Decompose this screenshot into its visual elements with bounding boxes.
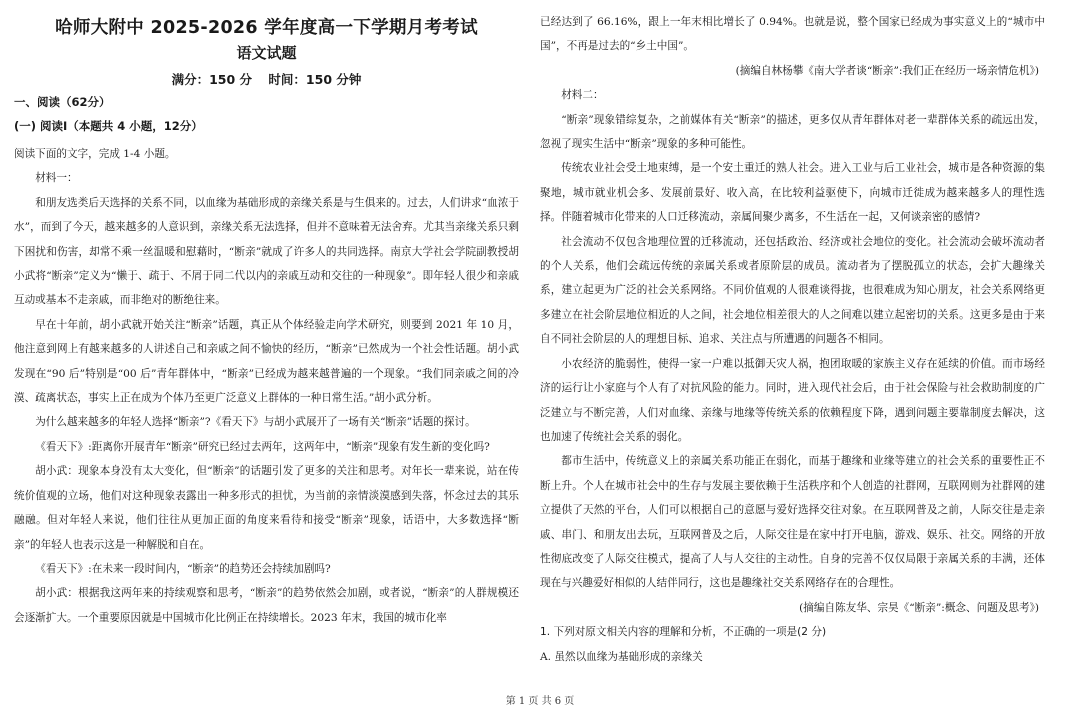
left-paragraph: 胡小武：根据我这两年来的持续观察和思考，“断亲”的趋势依然会加剧，或者说，“断亲”的人群规模还会逐渐扩大。一个重要原因就是中国城市化比例正在持续增长。2023 年末，我国的城市化率: [14, 587, 519, 624]
material2-label: 材料二：: [561, 89, 604, 102]
left-paragraph: 为什么越来越多的年轻人选择“断亲”?《看天下》与胡小武展开了一场有关“断亲”话题的探讨。: [35, 416, 476, 429]
continued-paragraph: 已经达到了 66.16%，跟上一年末相比增长了 0.94%。也就是说，整个国家已经成为事实意义上的“城市中国”，不再是过去的“乡土中国”。: [540, 16, 1045, 53]
right-paragraph: 社会流动不仅包含地理位置的迁移流动，还包括政治、经济或社会地位的变化。社会流动会破坏流动者的个人关系，他们会疏远传统的亲属关系或者原阶层的成员。流动者为了摆脱孤立的状态，会扩大趣缘关系，建立起更为广泛的社会关系网络。不同价值观的人很难谈得拢，也很难成为知心朋友，社会关系网络更多建立在社会阶层地位相近的人之间，社会地位相差很大的人之间难以建立起密切的关系。这更多是由于来自不同社会阶层的人的理想目标、追求、关注点与所遭遇的问题各不相同。: [540, 235, 1045, 346]
exam-title: 哈师大附中 2025-2026 学年度高一下学期月考考试: [55, 18, 478, 38]
page-footer: 第 1 页 共 6 页: [505, 696, 575, 707]
source-citation: (摘编自林杨攀《南大学者谈“断亲”:我们正在经历一场亲情危机》): [735, 64, 1039, 77]
time-text: 时间：150 分钟: [268, 72, 362, 87]
left-paragraph: 《看天下》:在未来一段时间内，“断亲”的趋势还会持续加剧吗?: [35, 562, 331, 575]
section-heading: 一、阅读（62分）: [14, 95, 111, 109]
question-1: 1. 下列对原文相关内容的理解和分析，不正确的一项是(2 分): [540, 626, 827, 639]
left-paragraph: 《看天下》:距离你开展青年“断亲”研究已经过去两年，这两年中，“断亲”现象有发生新的变化吗?: [35, 440, 490, 453]
material1-label: 材料一：: [35, 172, 78, 185]
right-paragraph: “断亲”现象错综复杂，之前媒体有关“断亲”的描述，更多仅从青年群体对老一辈群体关系的疏远出发，忽视了现实生活中“断亲”现象的多种可能性。: [540, 113, 1045, 151]
exam-meta: [14, 70, 519, 88]
score-text: 满分：150 分: [171, 72, 253, 87]
left-column: [14, 0, 519, 630]
subsection-heading: (一) 阅读Ⅰ（本题共 4 小题，12分）: [14, 119, 203, 133]
instruction: 阅读下面的文字，完成 1-4 小题。: [14, 148, 176, 160]
source-citation: (摘编自陈友华、宗昊《“断亲”:概念、问题及思考》): [799, 601, 1039, 614]
exam-subtitle: 语文试题: [236, 44, 297, 62]
right-column: [540, 0, 1045, 669]
right-paragraph: 传统农业社会受土地束缚，是一个安土重迁的熟人社会。进入工业与后工业社会，城市是各种资源的集聚地，城市就业机会多、发展前景好、收入高，在比较利益驱使下，向城市迁徙成为越来越多人的理性选择。伴随着城市化带来的人口迁移流动，亲属间聚少离多，不生活在一起，又何谈亲密的感情?: [540, 162, 1045, 224]
right-paragraph: 小农经济的脆弱性，使得一家一户难以抵御天灾人祸，抱团取暖的家族主义存在延续的价值。而市场经济的运行让小家庭与个人有了对抗风险的能力。同时，进入现代社会后，由于社会保险与社会救助制度的广泛建立与不断完善，人们对血缘、亲缘与地缘等传统关系的依赖程度下降，遇到问题主要靠制度去解决，这也加速了传统社会关系的弱化。: [540, 357, 1045, 443]
option-a: A. 虽然以血缘为基础形成的亲缘关: [540, 650, 703, 663]
left-paragraph: 早在十年前，胡小武就开始关注“断亲”话题，真正从个体经验走向学术研究，则要到 2021 年 10 月，他注意到网上有越来越多的人讲述自己和亲戚之间不愉快的经历，“断亲”已然成为一个社会性话题。胡小武发现在“90 后”特别是“00 后”青年群体中，“断亲”已经成为越来越普遍的一个现象。“我们同亲戚之间的冷漠、疏离状态，事实上正在成为个体乃至更广泛意义上群体的一种日常生活。”胡小武分析。: [14, 318, 519, 405]
right-paragraph: 都市生活中，传统意义上的亲属关系功能正在弱化，而基于趣缘和业缘等建立的社会关系的重要性正不断上升。个人在城市社会中的生存与发展主要依赖于生活秩序和个人创造的社群网，互联网则为社群网的建立提供了天然的平台，人们可以根据自己的意愿与爱好选择交往对象。在互联网普及之前，人际交往是走亲戚、串门、和朋友出去玩，互联网普及之后，人际交往是在家中打开电脑，游戏、娱乐、社交。网络的开放性彻底改变了人际交往模式，提高了人与人交往的主动性。自身的完善不仅仅局限于亲属关系的丰满，还体现在与兴趣爱好相似的人结伴同行，这也是趣缘社交关系网络存在的合理性。: [540, 455, 1045, 590]
left-paragraph: 胡小武：现象本身没有太大变化，但“断亲”的话题引发了更多的关注和思考。对年长一辈来说，站在传统价值观的立场，他们对这种现象表露出一种多形式的担忧，为当前的亲情淡漠感到失落，怀念过去的其乐融融。但对年轻人来说，他们往往从更加正面的角度来看待和接受“断亲”现象，话语中，大多数选择“断亲”的年轻人也表示这是一种解脱和自在。: [14, 465, 519, 551]
left-paragraph: 和朋友选类后天选择的关系不同，以血缘为基础形成的亲缘关系是与生俱来的。过去，人们讲求“血浓于水”，而到了今天，越来越多的人意识到，亲缘关系无法选择，但并不意味着无法舍弃。尤其当亲缘关系只剩下困扰和伤害，却常不乘一丝温暖和慰藉时，“断亲”就成了许多人的共同选择。南京大学社会学院副教授胡小武将“断亲”定义为“懒于、疏于、不屑于同二代以内的亲戚互动和交往的一种现象”。即年轻人很少和亲戚互动或基本不走亲戚，而非绝对的断绝往来。: [14, 196, 519, 307]
